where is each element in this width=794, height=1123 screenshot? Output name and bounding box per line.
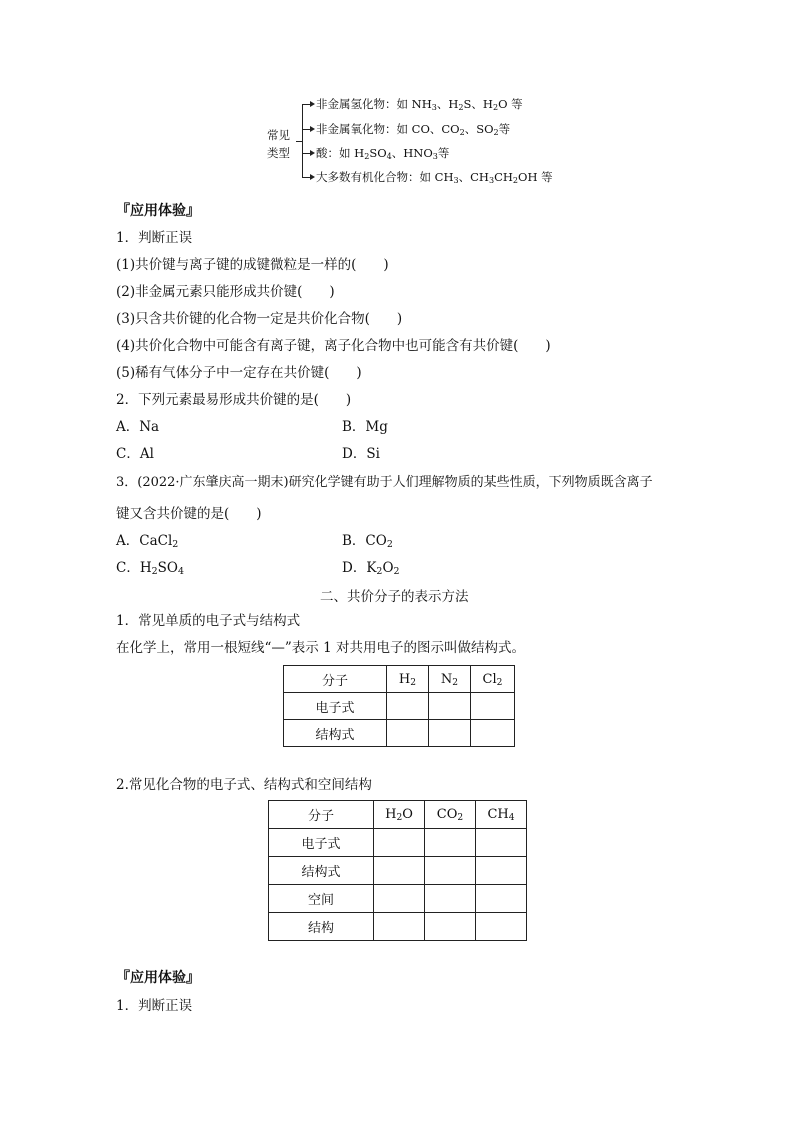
q1-title: 1．判断正误: [116, 230, 193, 246]
table2-header-label: 分子: [269, 801, 374, 829]
table-row: [269, 913, 527, 941]
sub1-text: 在化学上，常用一根短线“—”表示 1 对共用电子的图示叫做结构式。: [116, 640, 525, 656]
q3-option-b: B．$CO_2$: [342, 533, 393, 550]
q3-option-a: A．CaCl$_2$: [116, 533, 179, 550]
table-elements: [283, 665, 515, 747]
table-cell: [387, 720, 429, 747]
table-cell: [374, 885, 425, 913]
table2-row-label: 电子式: [269, 829, 374, 857]
q2-option-a: A．Na: [116, 419, 160, 435]
section-heading-covalent-representation: 二、共价分子的表示方法: [320, 589, 469, 605]
table-cell: [425, 885, 476, 913]
arrow-icon: [310, 101, 315, 107]
q2-title: 2．下列元素最易形成共价键的是( ): [116, 392, 352, 408]
q2-option-d: D．Si: [342, 446, 380, 462]
table2-row-label: 结构式: [269, 857, 374, 885]
arrow-icon: [310, 150, 315, 156]
sub2-title: 2.常见化合物的电子式、结构式和空间结构: [116, 777, 372, 793]
type-item-acids: 酸：如 $H_2SO_4$、$HNO_3$等: [316, 146, 450, 161]
table1-col-n2: $N_2$: [429, 666, 471, 693]
table-row: [269, 857, 527, 885]
table2-col-ch4: $CH_4$: [476, 801, 527, 829]
type-item-oxides: 非金属氧化物：如 CO、$CO_2$、$SO_2$等: [316, 122, 511, 137]
table-cell: [425, 857, 476, 885]
q1-item-4: (4)共价化合物中可能含有离子键，离子化合物中也可能含有共价键( ): [116, 338, 551, 354]
type-item-hydrides: 非金属氢化物：如 $NH_3$、$H_2S$、$H_2O$ 等: [316, 97, 523, 112]
q3-line-2: 键又含共价键的是( ): [116, 506, 262, 522]
table-cell: [374, 913, 425, 941]
q1-item-2: (2)非金属元素只能形成共价键( ): [116, 284, 335, 300]
table-row: [269, 885, 527, 913]
table2-col-co2: $CO_2$: [425, 801, 476, 829]
table1-row-label: 电子式: [284, 693, 387, 720]
q1-item-1: (1)共价键与离子键的成键微粒是一样的( ): [116, 257, 389, 273]
q1-item-5: (5)稀有气体分子中一定存在共价键( ): [116, 365, 362, 381]
q2-option-b: B．Mg: [342, 419, 388, 435]
bracket-vertical: [302, 104, 303, 178]
table-cell: [425, 829, 476, 857]
table-cell: [476, 857, 527, 885]
q3-option-d: D．$K_2O_2$: [342, 560, 400, 577]
table-row: [284, 693, 515, 720]
table1-header-label: 分子: [284, 666, 387, 693]
sub1-title: 1．常见单质的电子式与结构式: [116, 613, 301, 629]
table-cell: [471, 693, 515, 720]
q3-line-1: 3．(2022·广东肇庆高一期末)研究化学键有助于人们理解物质的某些性质，下列物质既含离子: [116, 475, 653, 490]
table-compounds: [268, 800, 527, 941]
type-item-organics: 大多数有机化合物：如 $CH_3$、$CH_3CH_2OH$ 等: [316, 170, 553, 185]
section-tag-application-2: 『应用体验』: [116, 970, 200, 986]
q1-item-3: (3)只含共价键的化合物一定是共价化合物( ): [116, 311, 403, 327]
table1-row-label: 结构式: [284, 720, 387, 747]
section3-q1-title: 1．判断正误: [116, 998, 193, 1014]
table-cell: [387, 693, 429, 720]
q3-option-c: C．$H_2SO_4$: [116, 560, 184, 577]
table-cell: [476, 913, 527, 941]
table2-row-label: 空间: [269, 885, 374, 913]
table2-col-h2o: $H_2O$: [374, 801, 425, 829]
table-cell: [471, 720, 515, 747]
table-cell: [476, 885, 527, 913]
table-cell: [476, 829, 527, 857]
table-cell: [429, 720, 471, 747]
arrow-icon: [310, 174, 315, 180]
q2-option-c: C．Al: [116, 446, 154, 462]
types-label-line1: 常见: [267, 128, 290, 142]
types-label-line2: 类型: [267, 146, 290, 160]
table-cell: [374, 857, 425, 885]
table1-col-cl2: $Cl_2$: [471, 666, 515, 693]
section-tag-application-1: 『应用体验』: [116, 203, 200, 219]
table-cell: [429, 693, 471, 720]
table-cell: [374, 829, 425, 857]
table-row: [269, 829, 527, 857]
table-row: [284, 720, 515, 747]
table1-col-h2: $H_2$: [387, 666, 429, 693]
arrow-icon: [310, 126, 315, 132]
table2-row-label: 结构: [269, 913, 374, 941]
table-cell: [425, 913, 476, 941]
